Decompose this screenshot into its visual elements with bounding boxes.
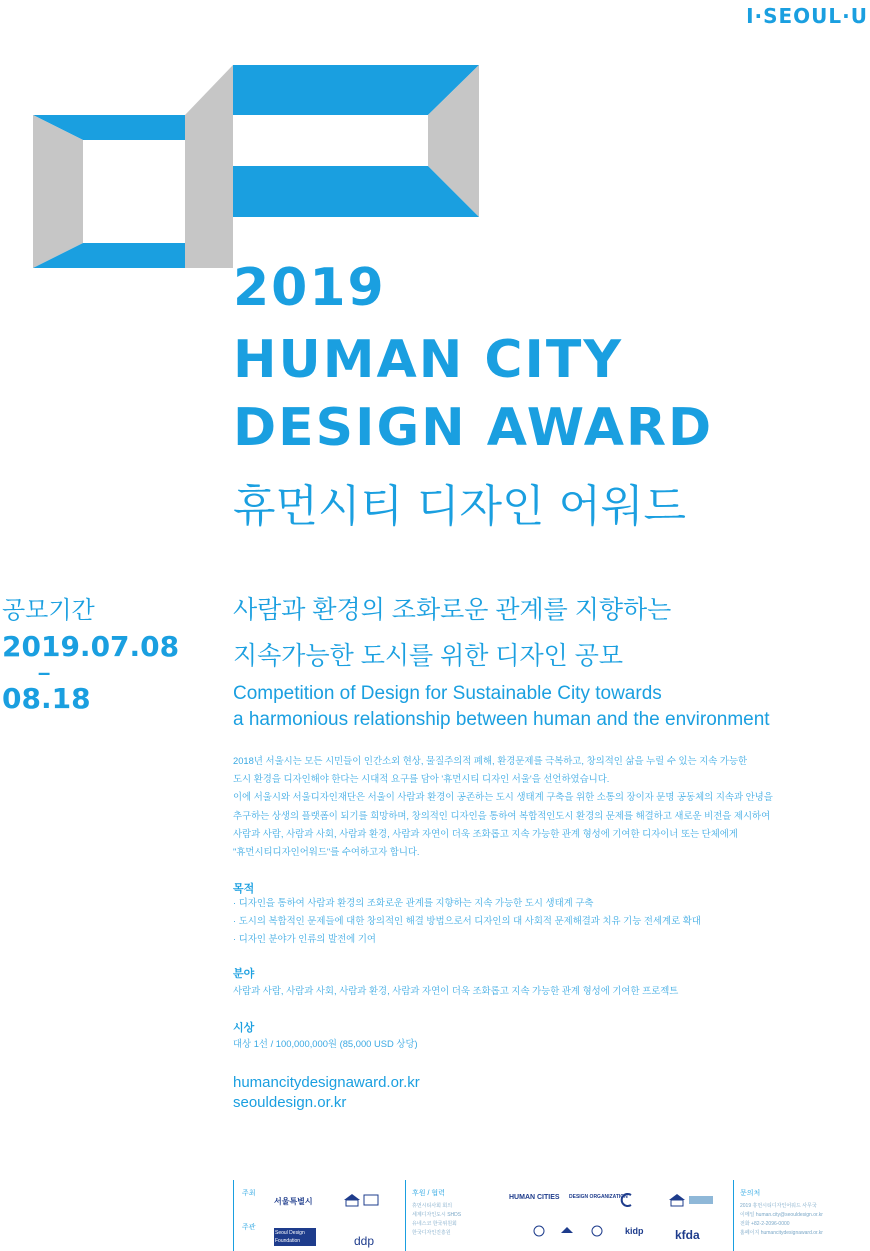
support-item: 휴먼시티사회 회의 [412, 1203, 453, 1209]
kfda-logo: kfda [675, 1228, 700, 1242]
office-item: 2019 휴먼시티디자인어워드 사무국 [740, 1203, 817, 1209]
human-cities-logo: HUMAN CITIES [509, 1194, 560, 1201]
period-label: 공모기간 [2, 597, 95, 624]
title-line-2: DESIGN AWARD [233, 398, 714, 458]
left-frame-panel [33, 115, 185, 268]
intro-line: 추구하는 상생의 플랫폼이 되기를 희망하며, 창의적인 디자인을 통하여 복합적인도시 환경의 문제를 해결하고 새로운 비전을 제시하여 [233, 809, 771, 821]
office-phone: 전화 +82-2-2096-0000 [740, 1221, 790, 1227]
support-list [412, 1202, 461, 1238]
title-line-1: HUMAN CITY [233, 330, 623, 390]
partner-icons-row [509, 1224, 609, 1238]
partner-logos [507, 1180, 733, 1251]
purpose-list [233, 894, 701, 948]
c-mark-icon [619, 1192, 635, 1208]
intro-line: 이에 서울시와 서울디자인재단은 서울이 사람과 환경이 공존하는 도시 생태계 구축을 위한 소통의 장이자 문명 공동체의 지속과 안녕을 [233, 791, 773, 803]
slogan-korean-line-1: 사람과 환경의 조화로운 관계를 지향하는 [233, 596, 672, 624]
purpose-item: · 디자인 분야가 인류의 발전에 기여 [233, 933, 376, 944]
kidp-logo: kidp [625, 1226, 644, 1236]
award-emblem-graphic [30, 62, 485, 272]
intro-line: "휴먼시티디자인어워드"를 수여하고자 합니다. [233, 846, 420, 858]
field-heading: 분야 [233, 968, 255, 980]
right-frame-panel [233, 65, 479, 217]
title-year: 2019 [233, 258, 386, 318]
field-text: 사람과 사람, 사람과 사회, 사람과 환경, 사람과 자연이 더욱 조화롭고 지속 가능한 관계 형성에 기여한 프로젝트 [233, 985, 679, 996]
title-korean: 휴먼시티 디자인 어워드 [233, 481, 687, 532]
intro-line: 도시 환경을 디자인해야 한다는 시대적 요구를 담아 '휴먼시티 디자인 서울'을 선언하였습니다. [233, 773, 610, 785]
intro-paragraph [233, 752, 833, 861]
purpose-item: · 도시의 복합적인 문제들에 대한 창의적인 해결 방법으로서 디자인의 대 사회적 문제해결과 치유 기능 전세계로 확대 [233, 915, 701, 926]
host-label: 주최 [242, 1190, 256, 1197]
period-end-date: 08.18 [2, 682, 91, 715]
office-list [740, 1202, 823, 1238]
ddp-logo: ddp [354, 1234, 375, 1248]
host-column [233, 1180, 404, 1251]
office-column [733, 1180, 870, 1251]
period-dash: – [38, 660, 51, 685]
intro-line: 사람과 사람, 사람과 사회, 사람과 환경, 사람과 자연이 더욱 조화롭고 지속 가능한 관계 형성에 기여한 디자이너 또는 단체에게 [233, 827, 738, 839]
slogan-korean-line-2: 지속가능한 도시를 위한 디자인 공모 [233, 642, 624, 670]
prize-heading: 시상 [233, 1022, 255, 1034]
website-link-seouldesign[interactable]: seouldesign.or.kr [233, 1094, 347, 1111]
support-item: 세계디자인도시 SHDS [412, 1212, 462, 1218]
design-organization-logo: DESIGN ORGANIZATION [569, 1194, 628, 1200]
slogan-english-line-1: Competition of Design for Sustainable City towards [233, 683, 662, 704]
organizer-label: 주관 [242, 1224, 256, 1231]
website-links [233, 1073, 420, 1113]
slogan-english-line-2: a harmonious relationship between human and the environment [233, 709, 770, 730]
unesco-partner-icon [667, 1192, 717, 1208]
prize-text: 대상 1선 / 100,000,000원 (85,000 USD 상당) [233, 1038, 418, 1049]
intro-line: 2018년 서울시는 모든 시민들이 인간소외 현상, 물질주의적 폐해, 환경문제를 극복하고, 창의적인 삶을 누릴 수 있는 지속 가능한 [233, 755, 748, 766]
support-label: 후원 / 협력 [412, 1190, 445, 1197]
support-item: 한국디자인진흥원 [412, 1230, 451, 1236]
seoul-design-foundation-logo: Seoul Design Foundation [274, 1228, 316, 1246]
period-start-date: 2019.07.08 [2, 630, 180, 663]
office-homepage[interactable]: 홈페이지 humancitydesignaward.or.kr [740, 1230, 823, 1236]
i-seoul-u-logo: I·SEOUL·U [746, 4, 868, 28]
connector-panel [185, 65, 233, 268]
website-link-award[interactable]: humancitydesignaward.or.kr [233, 1074, 420, 1091]
office-label: 문의처 [740, 1190, 761, 1197]
support-item: 유네스코 한국위원회 [412, 1221, 457, 1227]
purpose-heading: 목적 [233, 883, 255, 895]
purpose-item: · 디자인을 통하여 사람과 환경의 조화로운 관계를 지향하는 지속 가능한 도시 생태계 구축 [233, 897, 594, 908]
office-email[interactable]: 이메일 human.city@seouldesign.or.kr [740, 1212, 823, 1218]
support-column [405, 1180, 506, 1251]
seoul-city-logo: 서울특별시 [274, 1197, 313, 1206]
unesco-icon [342, 1192, 382, 1208]
sponsor-footer [233, 1180, 870, 1251]
